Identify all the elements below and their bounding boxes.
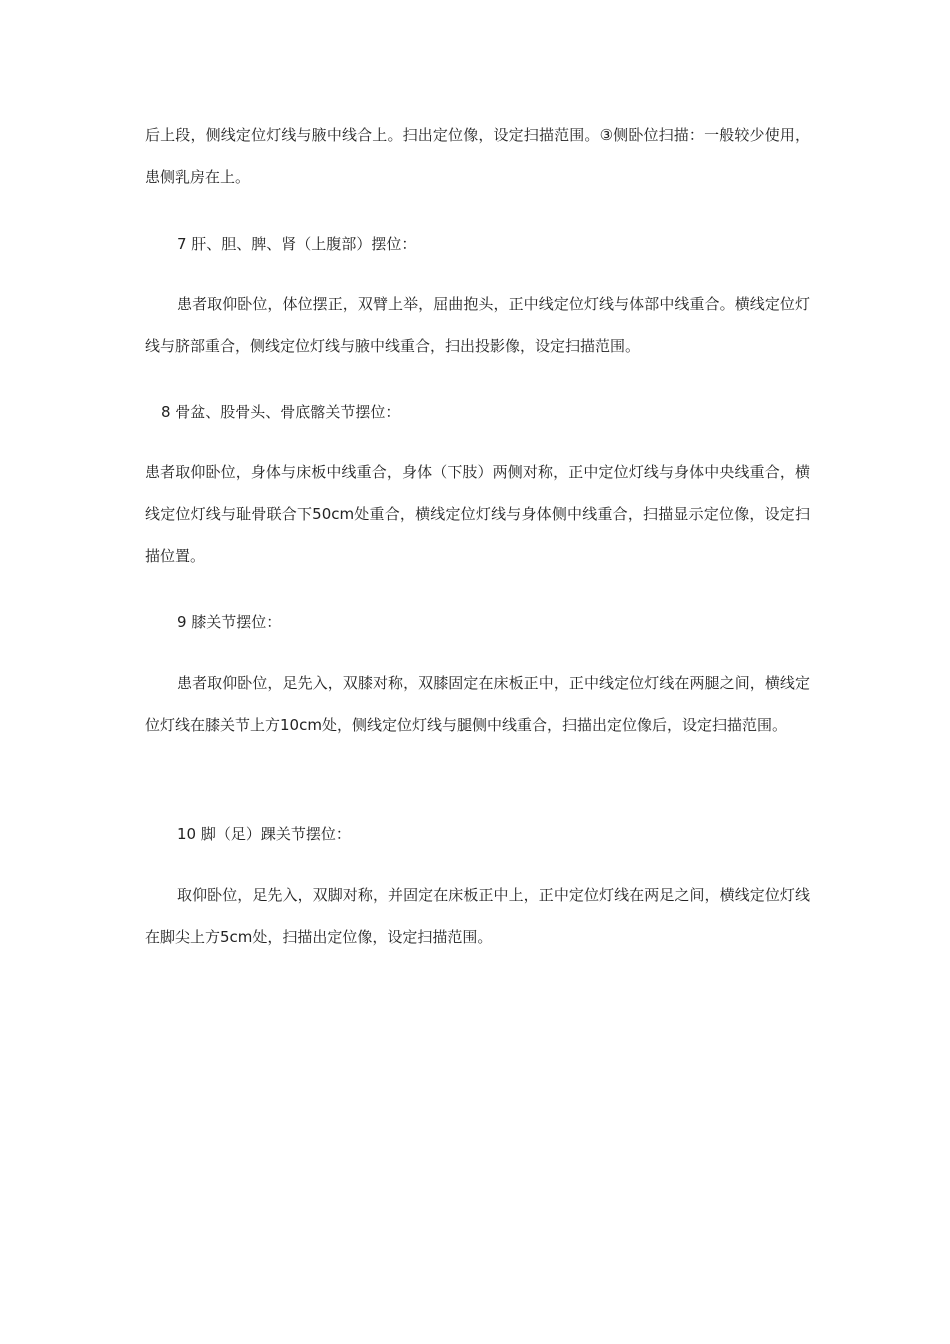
section-heading-9: 9 膝关节摆位： xyxy=(177,613,282,631)
paragraph-abdomen-positioning: 患者取仰卧位，体位摆正，双臂上举，屈曲抱头，正中线定位灯线与体部中线重合。横线定位灯线与脐部重合，侧线定位灯线与腋中线重合，扫出投影像，设定扫描范围。 xyxy=(145,295,810,355)
paragraph-pelvis-positioning: 患者取仰卧位，身体与床板中线重合，身体（下肢）两侧对称，正中定位灯线与身体中央线重合，横线定位灯线与耻骨联合下50cm处重合，横线定位灯线与身体侧中线重合，扫描显示定位像，设定扫描位置。 xyxy=(145,463,810,565)
paragraph-continuation: 后上段，侧线定位灯线与腋中线合上。扫出定位像，设定扫描范围。③侧卧位扫描：一般较少使用，患侧乳房在上。 xyxy=(145,126,810,186)
section-heading-7: 7 肝、胆、脾、肾（上腹部）摆位： xyxy=(177,235,417,253)
section-heading-8: 8 骨盆、股骨头、骨底髂关节摆位： xyxy=(161,403,401,421)
section-heading-10: 10 脚（足）踝关节摆位： xyxy=(177,825,351,843)
paragraph-ankle-positioning: 取仰卧位，足先入，双脚对称，并固定在床板正中上，正中定位灯线在两足之间，横线定位灯线在脚尖上方5cm处，扫描出定位像，设定扫描范围。 xyxy=(145,886,810,946)
paragraph-knee-positioning: 患者取仰卧位，足先入，双膝对称，双膝固定在床板正中，正中线定位灯线在两腿之间，横线定位灯线在膝关节上方10cm处，侧线定位灯线与腿侧中线重合，扫描出定位像后，设定扫描范围。 xyxy=(145,674,810,734)
